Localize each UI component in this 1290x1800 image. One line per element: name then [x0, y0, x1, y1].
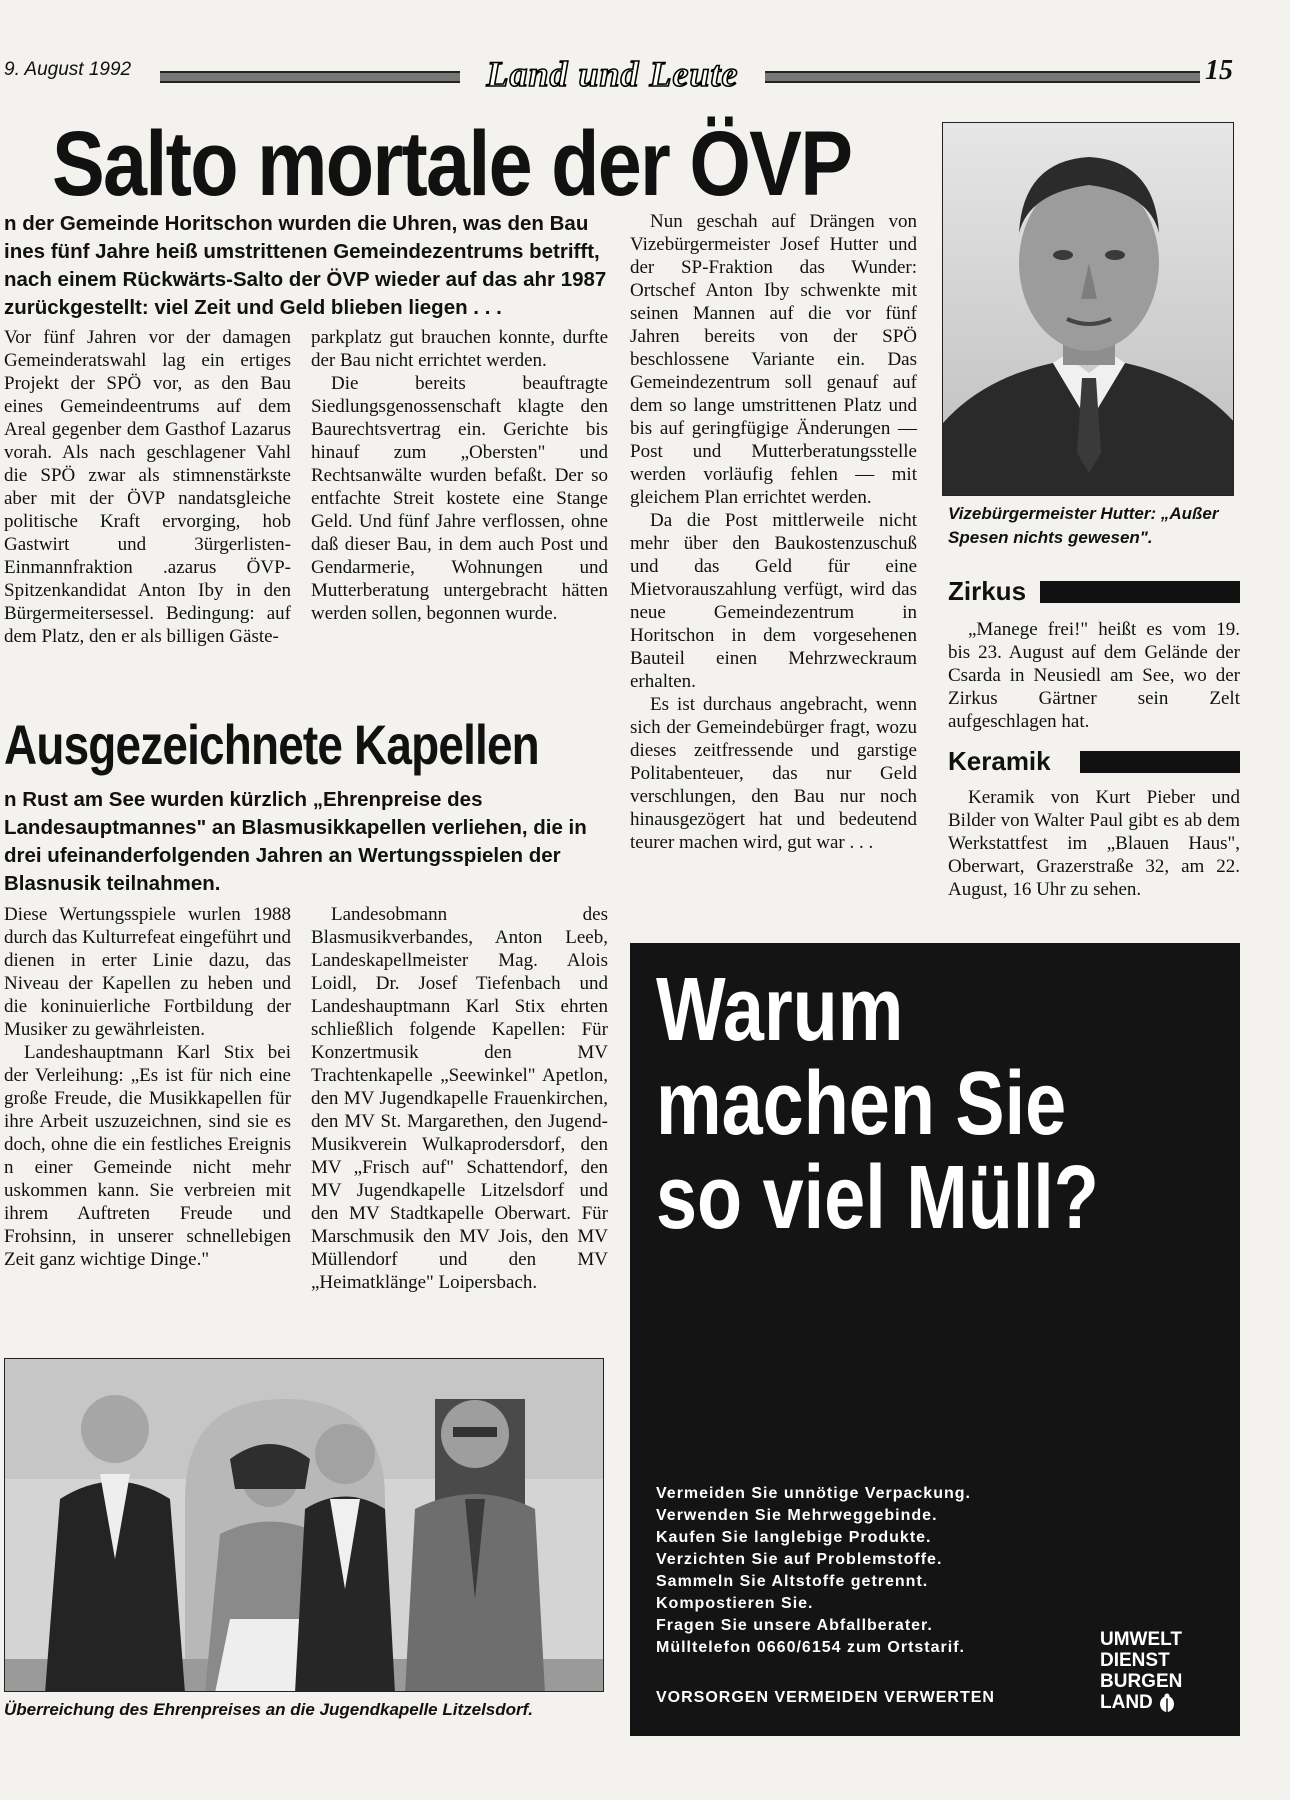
article2-col2-text: Landesobmann des Blasmusikverbandes, Anton Leeb, Landeskapellmeister Mag. Alois Loidl, Dr. Josef Tiefenbach und Landeshauptmann Karl Stix ehrten schließlich folgende Kapellen: Für Konzertmusik den MV Trachtenkapelle „Seewinkel" Apetlon, den MV Jugendkapelle Frauenkirchen, den MV St. Margarethen, den Jugend-Musikverein Wulkaprodersdorf, den MV „Frisch auf" Schattendorf, den MV Jugendkapelle Litzelsdorf und den MV Stadtkapelle Oberwart. Für Marschmusik den MV Jois, den MV Müllendorf und den MV „Heimatklänge" Loipersbach. [311, 904, 608, 1293]
group-photo-illustration [5, 1359, 604, 1692]
ad-brand-line: UMWELT [1100, 1629, 1182, 1650]
zirkus-text-block [948, 618, 1240, 733]
article1-col2-p2: Die bereits beauftragte Siedlungsgenossenschaft klagte den Baurechtsvertrag ein. Gerichte bis hinauf zum „Obersten" und Rechtsanwälte wurden befaßt. Der so entfachte Streit kostete eine Stange Geld. Und fünf Jahre verflossen, ohne daß dieser Bau, in dem auch Post und Gendarmerie, Wohnungen und Mutterberatung untergebracht hätten werden sollen, begonnen wurde. [311, 373, 608, 624]
page-number: 15 [1205, 55, 1233, 86]
portrait-caption: Vizebürgermeister Hutter: „Außer Spesen nichts gewesen". [948, 504, 1219, 547]
ad-brand-line: LAND [1100, 1692, 1153, 1713]
ad-tips-list [656, 1483, 971, 1659]
ad-tip: Verwenden Sie Mehrweggebinde. [656, 1507, 938, 1524]
header-rule-left [160, 71, 460, 83]
ad-headline [656, 960, 1099, 1248]
article1-column-3 [630, 210, 917, 854]
ad-brand-line: BURGEN [1100, 1671, 1183, 1692]
article1-col2-p1: parkplatz gut brauchen konnte, durfte der Bau nicht errichtet werden. [311, 327, 608, 371]
ad-brand-logo [1100, 1629, 1182, 1713]
article2-lead: n Rust am See wurden kürzlich „Ehrenpreise des Landesauptmannes" an Blasmusikkapellen verliehen, die in drei ufeinanderfolgenden Jahren an Wertungsspielen der Blasnusik teilnahmen. [4, 788, 587, 895]
ad-brand-line: DIENST [1100, 1650, 1170, 1671]
article1-headline: Salto mortale der ÖVP [52, 113, 852, 215]
issue-date: 9. August 1992 [4, 59, 132, 80]
ad-slogan: VORSORGEN VERMEIDEN VERWERTEN [656, 1689, 995, 1706]
keramik-text: Keramik von Kurt Pieber und Bilder von Walter Paul gibt es ab dem Werkstattfest im „Blauen Haus", Oberwart, Grazerstraße 32, am 22. August, 16 Uhr zu sehen. [948, 787, 1240, 900]
ad-tip: Kaufen Sie langlebige Produkte. [656, 1529, 932, 1546]
keramik-text-block [948, 786, 1240, 901]
article1-col3-p3: Es ist durchaus angebracht, wenn sich der Gemeindebürger fragt, wozu dieses zeitfressende und garstige Politabenteuer, das nur Geld verschlungen, den Bau nur noch hinausgezögert hat und bedeutend teurer machen wird, gut war . . . [630, 694, 917, 853]
article1-col3-p1: Nun geschah auf Drängen von Vizebürgermeister Josef Hutter und der SP-Fraktion das Wunder: Ortschef Anton Iby schwenkte mit seinen Mannen auf die vor fünf Jahren bereits von der SPÖ beschlossene Variante ein. Das Gemeindezentrum soll genauf auf dem so lange umstrittenen Platz und bis auf geringfügige Änderungen — Post und Mutterberatungsstelle werden vorläufig fehlen — mit gleichem Plan errichtet werden. [630, 211, 917, 508]
group-photo-caption: Überreichung des Ehrenpreises an die Jugendkapelle Litzelsdorf. [4, 1700, 534, 1719]
group-photo [4, 1358, 604, 1692]
keramik-heading [948, 746, 1240, 776]
ad-brand-last-row [1100, 1692, 1182, 1713]
portrait-illustration [943, 123, 1234, 496]
page-header [0, 55, 1240, 97]
zirkus-heading [948, 576, 1240, 606]
ad-tip: Mülltelefon 0660/6154 zum Ortstarif. [656, 1639, 965, 1656]
header-rule-right [765, 71, 1200, 83]
article2-col1-p2: Landeshauptmann Karl Stix bei der Verleihung: „Es ist für nich eine große Freude, die Musikkapellen für ihre Arbeit uszuzeichnen, sind sie es doch, ohne die ein festliches Ereignis n einer Gemeinde nicht mehr uskommen kann. Sie verbreien mit ihrem Auftreten Freude und Frohsinn, in unserer schnellebigen Zeit ganz wichtige Dinge." [4, 1042, 291, 1270]
ad-headline-line-1: Warum [656, 960, 904, 1060]
section-logo: Land und Leute [486, 54, 739, 94]
ad-headline-line-3: so viel Müll? [656, 1148, 1099, 1248]
waste-advertisement [630, 943, 1240, 1736]
article2-col1-p1: Diese Wertungsspiele wurlen 1988 durch das Kulturrefeat eingeführt und dienen in erter Linie dazu, das Niveau der Kapellen zu heben und die koninuierliche Fortbildung der Musiker zu gewährleisten. [4, 904, 292, 1040]
zirkus-heading-bar [1040, 581, 1240, 603]
article2-column-2 [311, 903, 608, 1294]
article1-col1-text: Vor fünf Jahren vor der damagen Gemeinderatswahl lag ein ertiges Projekt der SPÖ vor, as den Bau eines Gemeindeentrums auf dem Areal gegenber dem Gasthof Lazarus vorah. Als nach geschlagener Vahl die SPÖ zwar als stimnenstärkste aber mit der ÖVP nandatsgleiche politische Kraft ervorging, hob Gastwirt und 3ürgerlisten-Einmannfraktion .azarus ÖVP-Spitzenkandidat Anton Iby in den Bürgermeitersessel. Bedingung: auf dem Platz, den er als billigen Gäste- [4, 327, 291, 647]
article1-col3-p2: Da die Post mittlerweile nicht mehr über den Baukostenzuschuß und das Geld für eine Mietvorauszahlung verfügt, wird das neue Gemeindezentrum in Horitschon in dem vorgesehenen Bauteil einen Mehrzweckraum erhalten. [630, 510, 917, 692]
article1-column-2 [311, 326, 608, 625]
zirkus-text: „Manege frei!" heißt es vom 19. bis 23. August auf dem Gelände der Csarda in Neusiedl am See, wo der Zirkus Gärtner sein Zelt aufgeschlagen hat. [948, 619, 1240, 732]
ad-headline-line-2: machen Sie [656, 1054, 1067, 1154]
article2-headline: Ausgezeichnete Kapellen [4, 713, 539, 776]
zirkus-heading-text: Zirkus [948, 576, 1030, 606]
article2-column-1 [4, 903, 291, 1271]
article1-column-1 [4, 326, 291, 648]
keramik-heading-bar [1080, 751, 1240, 773]
keramik-heading-text: Keramik [948, 746, 1055, 776]
ad-tip: Verzichten Sie auf Problemstoffe. [656, 1551, 943, 1568]
beetle-icon [1157, 1693, 1177, 1713]
portrait-photo [942, 122, 1234, 496]
ad-tip: Fragen Sie unsere Abfallberater. [656, 1617, 933, 1634]
ad-tip: Sammeln Sie Altstoffe getrennt. [656, 1573, 929, 1590]
article1-lead: n der Gemeinde Horitschon wurden die Uhren, was den Bau ines fünf Jahre heiß umstrittenen Gemeindezentrums betrifft, nach einem Rückwärts-Salto der ÖVP wieder auf das ahr 1987 zurückgestellt: viel Zeit und Geld blieben liegen . . . [4, 212, 607, 319]
ad-tip: Kompostieren Sie. [656, 1595, 814, 1612]
ad-tip: Vermeiden Sie unnötige Verpackung. [656, 1485, 971, 1502]
